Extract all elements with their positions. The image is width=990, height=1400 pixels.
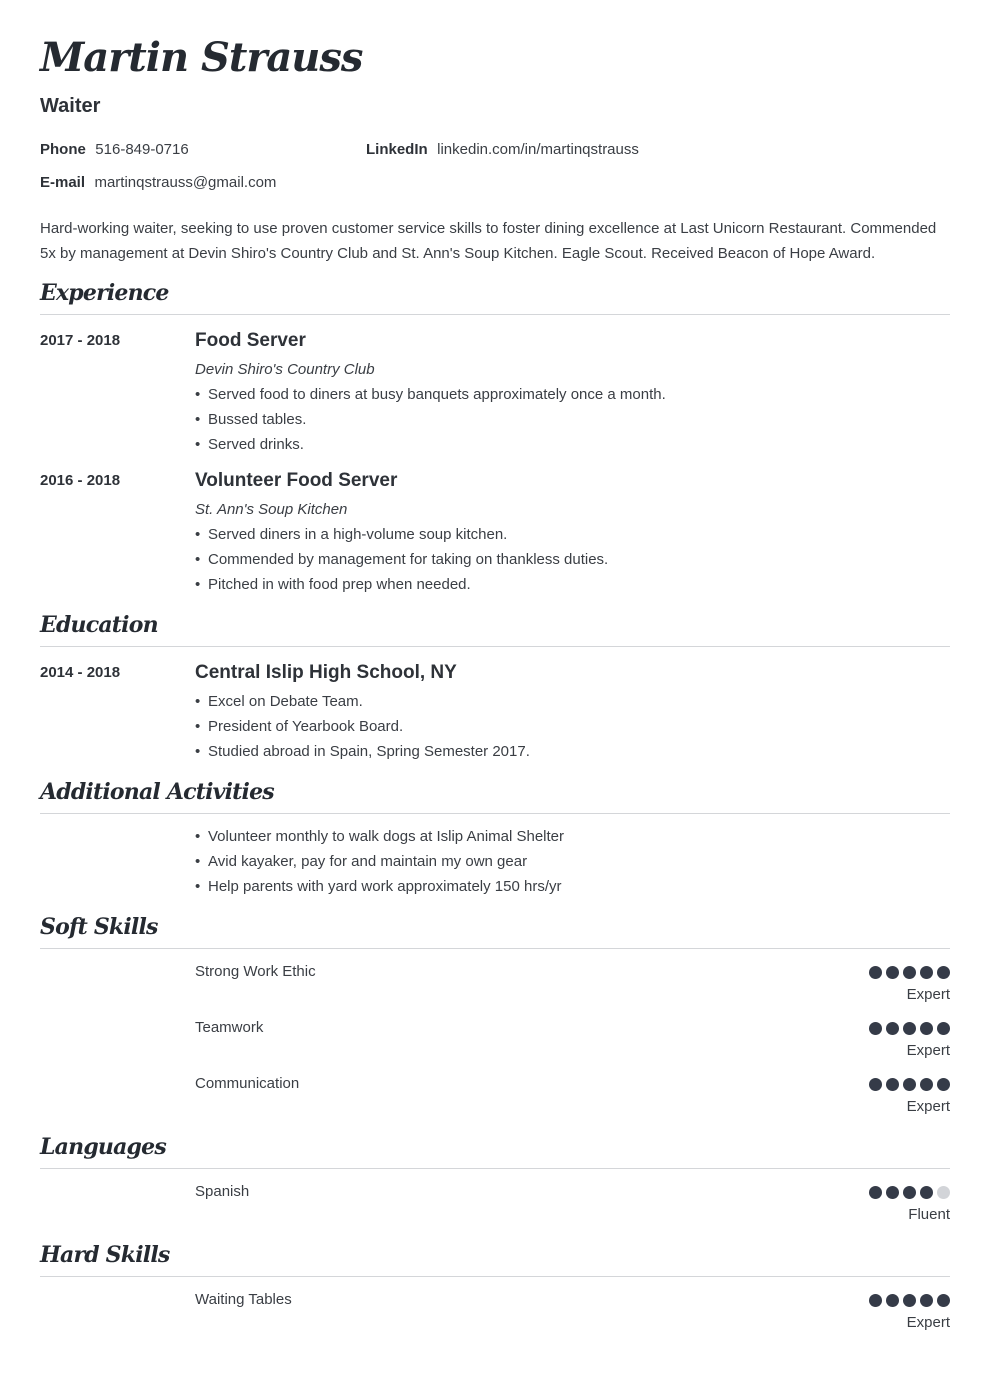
rating-dot-filled: [886, 1022, 899, 1035]
section-title-experience: Experience: [40, 280, 169, 306]
language-name: Spanish: [195, 1183, 250, 1200]
rating-dot-filled: [920, 966, 933, 979]
experience-role: Volunteer Food Server: [195, 470, 398, 491]
skill-rating: [869, 966, 950, 979]
experience-dates: 2017 - 2018: [40, 332, 121, 349]
summary: Hard-working waiter, seeking to use proven customer service skills to foster dining excellence at Last Unicorn Restaurant. Commended 5x by management at Devin Shiro's Country Club and St. Ann's Soup Kitchen. Eagle Scout. Received Beacon of Hope Award.: [40, 220, 937, 262]
rating-dot-filled: [903, 966, 916, 979]
education-dates: 2014 - 2018: [40, 664, 121, 681]
rating-dot-filled: [886, 1294, 899, 1307]
rating-dot-filled: [903, 1294, 916, 1307]
linkedin-link[interactable]: linkedin.com/in/martinqstrauss: [437, 141, 639, 158]
section-title-education: Education: [40, 612, 158, 638]
section-divider: [40, 948, 950, 949]
rating-dot-filled: [869, 1186, 882, 1199]
contact-label: Phone: [40, 141, 86, 158]
experience-bullets: [195, 522, 608, 597]
contact-linkedin: [366, 141, 639, 159]
list-item: • Help parents with yard work approximately 150 hrs/yr: [195, 874, 564, 899]
education-bullets: [195, 689, 530, 764]
experience-role: Food Server: [195, 330, 306, 351]
skill-rating: [869, 1078, 950, 1091]
skill-name: Strong Work Ethic: [195, 963, 316, 980]
experience-org: St. Ann's Soup Kitchen: [195, 501, 348, 518]
candidate-name: Martin Strauss: [40, 34, 363, 81]
section-divider: [40, 646, 950, 647]
rating-dot-filled: [869, 966, 882, 979]
contact-phone: [40, 141, 189, 159]
job-title: Waiter: [40, 95, 101, 117]
rating-dot-filled: [937, 1294, 950, 1307]
list-item: • Served diners in a high-volume soup kitchen.: [195, 522, 608, 547]
rating-dot-filled: [886, 1186, 899, 1199]
list-item: • Served drinks.: [195, 432, 666, 457]
skill-name: Waiting Tables: [195, 1291, 292, 1308]
rating-dot-filled: [920, 1186, 933, 1199]
skill-name: Teamwork: [195, 1019, 264, 1036]
experience-dates: 2016 - 2018: [40, 472, 121, 489]
phone-value[interactable]: 516-849-0716: [95, 141, 189, 158]
experience-org: Devin Shiro's Country Club: [195, 361, 375, 378]
skill-level: Expert: [906, 1314, 950, 1331]
rating-dot-filled: [920, 1294, 933, 1307]
contact-label: E-mail: [40, 174, 86, 191]
list-item: • Studied abroad in Spain, Spring Semester 2017.: [195, 739, 530, 764]
rating-dot-filled: [903, 1078, 916, 1091]
list-item: • Bussed tables.: [195, 407, 666, 432]
list-item: • Served food to diners at busy banquets approximately once a month.: [195, 382, 666, 407]
contact-label: LinkedIn: [366, 141, 428, 158]
section-title-languages: Languages: [40, 1134, 166, 1160]
rating-dot-filled: [937, 1078, 950, 1091]
section-divider: [40, 1168, 950, 1169]
activities-bullets: [195, 824, 564, 899]
section-divider: [40, 314, 950, 315]
list-item: • Avid kayaker, pay for and maintain my own gear: [195, 849, 564, 874]
section-title-hard-skills: Hard Skills: [40, 1242, 170, 1268]
list-item: • Excel on Debate Team.: [195, 689, 530, 714]
rating-dot-filled: [886, 1078, 899, 1091]
section-title-activities: Additional Activities: [40, 779, 274, 805]
rating-dot-filled: [920, 1022, 933, 1035]
rating-dot-filled: [869, 1294, 882, 1307]
skill-rating: [869, 1294, 950, 1307]
rating-dot-filled: [937, 1022, 950, 1035]
skill-level: Expert: [906, 986, 950, 1003]
skill-level: Expert: [906, 1042, 950, 1059]
list-item: • Pitched in with food prep when needed.: [195, 572, 608, 597]
email-link[interactable]: martinqstrauss@gmail.com: [94, 174, 277, 191]
skill-rating: [869, 1022, 950, 1035]
rating-dot-filled: [903, 1022, 916, 1035]
skill-level: Expert: [906, 1098, 950, 1115]
section-divider: [40, 813, 950, 814]
list-item: • Volunteer monthly to walk dogs at Islip Animal Shelter: [195, 824, 564, 849]
rating-dot-empty: [937, 1186, 950, 1199]
rating-dot-filled: [869, 1022, 882, 1035]
education-school: Central Islip High School, NY: [195, 662, 457, 683]
rating-dot-filled: [920, 1078, 933, 1091]
rating-dot-filled: [937, 966, 950, 979]
section-title-soft-skills: Soft Skills: [40, 914, 158, 940]
rating-dot-filled: [903, 1186, 916, 1199]
language-rating: [869, 1186, 950, 1199]
rating-dot-filled: [886, 966, 899, 979]
skill-name: Communication: [195, 1075, 300, 1092]
language-level: Fluent: [908, 1206, 950, 1223]
rating-dot-filled: [869, 1078, 882, 1091]
contact-email: [40, 174, 276, 192]
list-item: • Commended by management for taking on thankless duties.: [195, 547, 608, 572]
list-item: • President of Yearbook Board.: [195, 714, 530, 739]
experience-bullets: [195, 382, 666, 457]
section-divider: [40, 1276, 950, 1277]
